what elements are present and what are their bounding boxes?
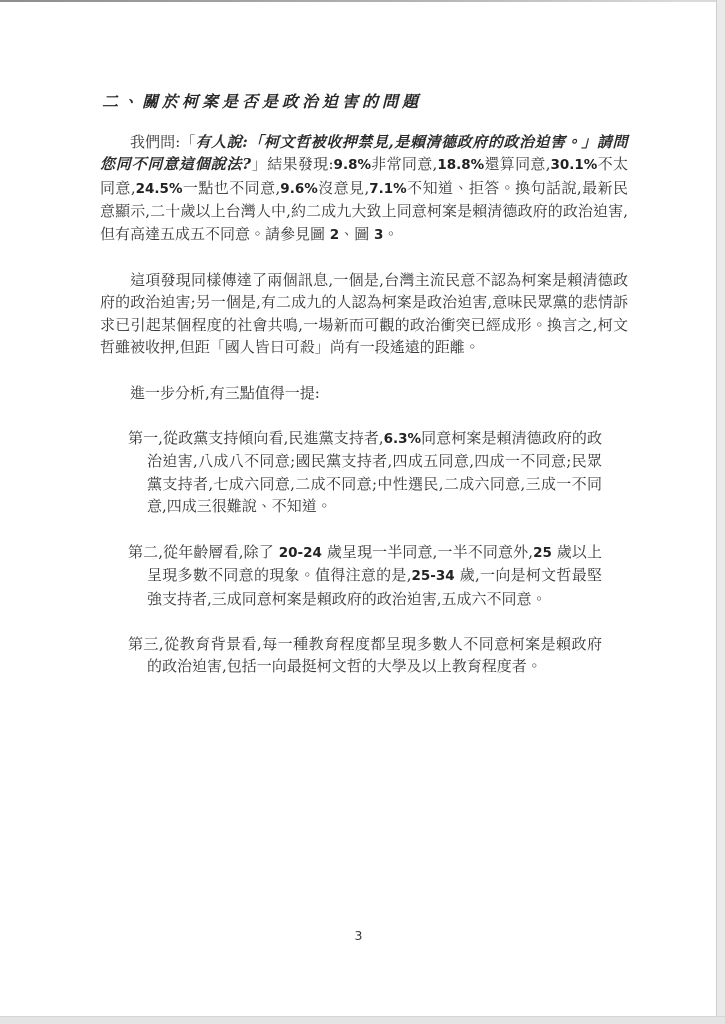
text-run: 第二,從年齡層看,除了 (128, 542, 279, 561)
paragraph-further-analysis-lead: 進一步分析,有三點值得一提: (130, 383, 320, 402)
text-run: 不知道、拒答。換句話說,最新民意顯示,二十歲以上台灣人中,約二成九大致上同意柯案是賴清德政府的政治迫害,但有高達五成五不同意。請參見圖 (100, 178, 628, 243)
text-run: 歲以上呈現多數不同意的現象。值得注意的是, (147, 542, 602, 585)
age-range-20-24: 20-24 (278, 544, 322, 561)
text-run: 同意柯案是賴清德政府的政治迫害,八成八不同意;國民黨支持者,四成五同意,四成一不同意;民眾黨支持者,七成六同意,二成不同意;中性選民,二成六同意,三成一不同意,四成三很難說、不知道。 (147, 429, 602, 516)
text-run: 沒意見, (317, 178, 370, 197)
text-run: 不太同意, (100, 155, 628, 197)
page-top-edge (0, 0, 718, 2)
list-item-first-party-support (100, 427, 628, 518)
figure-ref-2: 2 (329, 226, 340, 243)
age-range-25-34: 25-34 (411, 568, 455, 585)
text-run: 還算同意, (484, 155, 551, 174)
text-run: 、圖 (339, 224, 374, 243)
quoted-survey-question: 有人說:「柯文哲被收押禁見,是賴清德政府的政治迫害。」請問您同不同意這個說法? (100, 133, 628, 174)
stat-strongly-agree: 9.8% (333, 157, 371, 174)
text-run: 。 (383, 224, 399, 243)
text-run: 歲,一向是柯文哲最堅強支持者,三成同意柯案是賴政府的政治迫害,五成六不同意。 (147, 566, 602, 608)
paragraph-two-messages: 這項發現同樣傳達了兩個訊息,一個是,台灣主流民意不認為柯案是賴清德政府的政治迫害;另一個是,有二成九的人認為柯案是政治迫害,意味民眾黨的悲情訴求已引起某個程度的社會共鳴,一場新而可觀的政治衝突已經成形。換言之,柯文哲雖被收押,但距「國人皆曰可殺」尚有一段遙遠的距離。 (100, 271, 628, 357)
text-run: 歲呈現一半同意,一半不同意外, (321, 542, 534, 561)
stat-dpp-agree: 6.3% (383, 431, 422, 448)
text-run: 我們問:「 (130, 133, 196, 151)
stat-somewhat-disagree: 30.1% (550, 157, 598, 174)
stat-somewhat-agree: 18.8% (437, 157, 485, 174)
page-right-edge (716, 0, 725, 1024)
figure-ref-3: 3 (373, 226, 384, 243)
stat-no-opinion: 9.6% (280, 180, 318, 197)
section-heading: 二、關於柯案是否是政治迫害的問題 (102, 92, 423, 111)
text-run: 」結果發現: (251, 155, 334, 174)
text-run: 非常同意, (371, 155, 438, 174)
text-run: 第一,從政黨支持傾向看,民進黨支持者, (128, 429, 384, 448)
stat-strongly-disagree: 24.5% (135, 180, 183, 197)
paragraph-survey-question (100, 131, 628, 246)
text-run: 一點也不同意, (182, 178, 281, 197)
age-25: 25 (533, 544, 552, 561)
page-number: 3 (354, 928, 363, 943)
stat-dont-know: 7.1% (369, 180, 407, 197)
list-item-second-age-groups (100, 541, 628, 610)
list-item-third-education: 第三,從教育背景看,每一種教育程度都呈現多數人不同意柯案是賴政府的政治迫害,包括一向最挺柯文哲的大學及以上教育程度者。 (128, 634, 602, 676)
page-content (100, 90, 628, 701)
page-bottom-edge (0, 1016, 725, 1024)
